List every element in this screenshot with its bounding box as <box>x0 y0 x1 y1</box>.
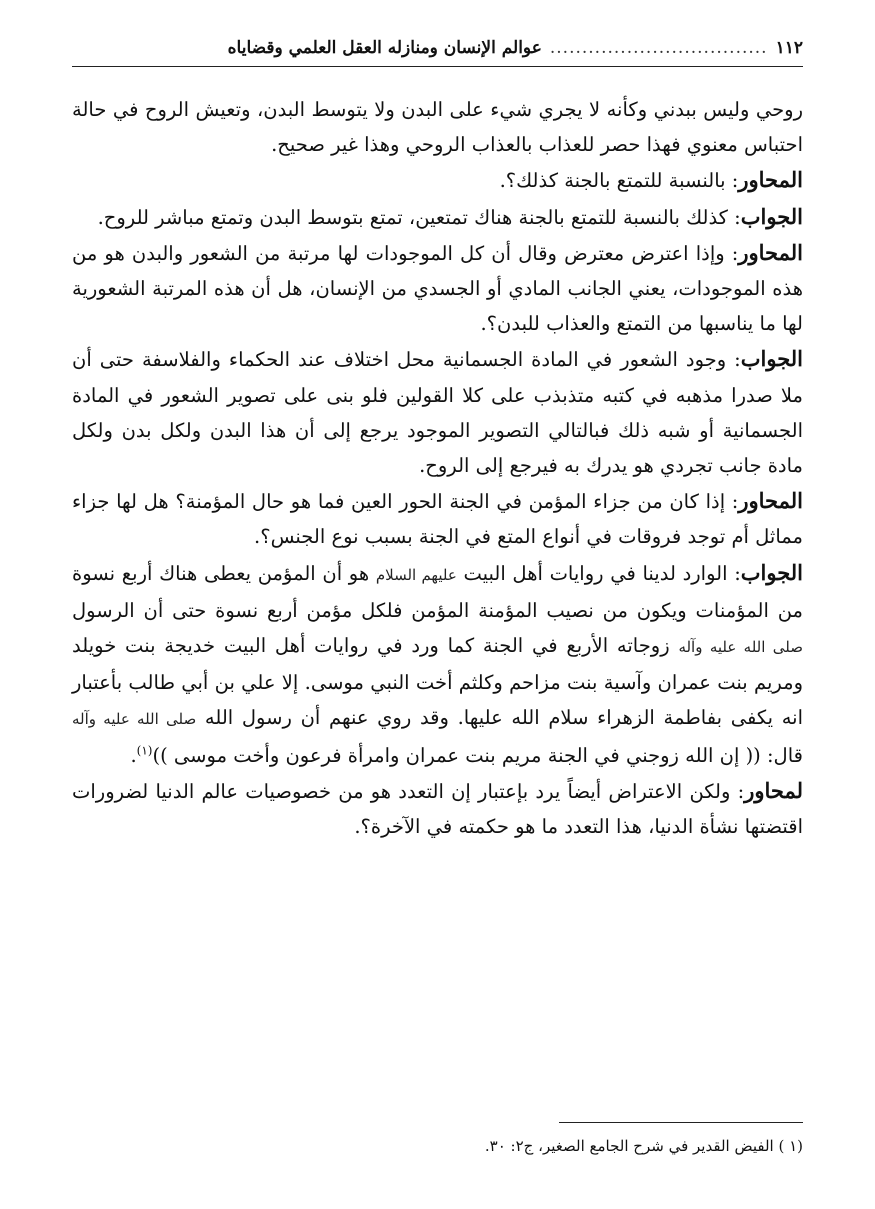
paragraph-question <box>72 162 803 198</box>
paragraph-text: روحي وليس ببدني وكأنه لا يجري شيء على البدن ولا يتوسط البدن، وتعيش الروح في حالة احتباس معنوي فهذا حصر للعذاب بالعذاب الروحي وهذا غير صحيح. <box>72 98 803 157</box>
footnote-text: (١ ) الفيض القدير في شرح الجامع الصغير، ج٢: ٣٠. <box>484 1137 803 1155</box>
paragraph-question <box>72 773 803 844</box>
speaker-label: الجواب <box>740 203 803 229</box>
paragraph-answer <box>72 199 803 235</box>
book-title: عوالم الإنسان ومنازله العقل العلمي وقضاياه <box>227 38 542 58</box>
paragraph-text: هو أن المؤمن يعطى هناك أربع نسوة من المؤمنات ويكون من نصيب المؤمنة المؤمن فلكل مؤمن أربع نسوة حتى أن الرسول <box>72 561 803 622</box>
paragraph-text: : بالنسبة للتمتع بالجنة كذلك؟. <box>499 169 739 193</box>
page-number: ١١٢ <box>775 38 803 58</box>
paragraph-text: : ولكن الاعتراض أيضاً يرد بإعتبار إن التعدد هو من خصوصيات عالم الدنيا لضرورات اقتضتها نشأة الدنيا، هذا التعدد ما هو حكمته في الآخرة؟. <box>72 779 803 839</box>
header-leader-dots: .................................. <box>549 38 768 58</box>
paragraph-answer <box>72 341 803 483</box>
paragraph-text: . <box>130 743 137 767</box>
paragraph-text: قال: (( إن الله زوجني في الجنة مريم بنت عمران وامرأة فرعون وأخت موسى )) <box>152 743 803 767</box>
footnote-divider <box>559 1122 803 1123</box>
paragraph-text: : وإذا اعترض معترض وقال أن كل الموجودات لها مرتبة من الشعور والبدن هو من هذه الموجودات، يعني الجانب المادي أو الجسدي من الإنسان، هل أن هذه المرتبة الشعورية لها ما يناسبها من التمتع والعذاب للبدن؟. <box>72 241 803 336</box>
speaker-label: المحاور <box>738 239 803 265</box>
speaker-label: الجواب <box>740 346 803 372</box>
paragraph-text: : كذلك بالنسبة للتمتع بالجنة هناك تمتعين، تمتع بتوسط البدن وتمتع مباشر للروح. <box>97 205 741 229</box>
speaker-label: المحاور <box>738 167 803 193</box>
paragraph-answer-women <box>72 555 803 773</box>
paragraph-text: زوجاته الأربع في الجنة كما ورد في روايات أهل البيت خديجة بنت خويلد ومريم بنت عمران وآسية بنت مزاحم وكلثم أخت النبي موسى. إلا علي بن أبي طالب بأعتبار انه يكفى بفاطمة الزهراء سلام الله عليها. وقد روي عنهم أن رسول الله <box>72 634 803 730</box>
honorific-prophet: صلى الله عليه وآله <box>678 638 803 657</box>
honorific-prophet: صلى الله عليه وآله <box>72 710 197 729</box>
paragraph-question <box>72 235 803 342</box>
footnote <box>72 1134 803 1158</box>
footnote-reference[interactable]: (١) <box>136 743 153 758</box>
paragraph-question <box>72 483 803 554</box>
speaker-label: لمحاور <box>744 777 803 803</box>
page-body <box>72 92 803 844</box>
paragraph-text: : وجود الشعور في المادة الجسمانية محل اختلاف عند الحكماء والفلاسفة حتى أن ملا صدرا مذهبه في كتبه متذبذب على كلا القولين فلو بنى على تصوير الشعور في المادة الجسمانية أو شبه ذلك فبالتالي التصوير الموجود يرجع إلى أن هذا البدن ولكل بدن ولكل مادة جانب تجردي هو يدرك به فيرجع إلى الروح. <box>72 348 803 478</box>
paragraph-text: : إذا كان من جزاء المؤمن في الجنة الحور العين فما هو حال المؤمنة؟ هل لها جزاء مماثل أم توجد فروقات في أنواع المتع في الجنة بسبب نوع الجنس؟. <box>72 490 803 549</box>
paragraph-text: : الوارد لدينا في روايات أهل البيت <box>456 561 741 585</box>
speaker-label: الجواب <box>740 559 804 585</box>
honorific-ahl-albayt: عليهم السلام <box>375 565 457 584</box>
running-header <box>72 30 803 67</box>
speaker-label: المحاور <box>738 488 803 514</box>
paragraph-continuation <box>72 92 803 162</box>
